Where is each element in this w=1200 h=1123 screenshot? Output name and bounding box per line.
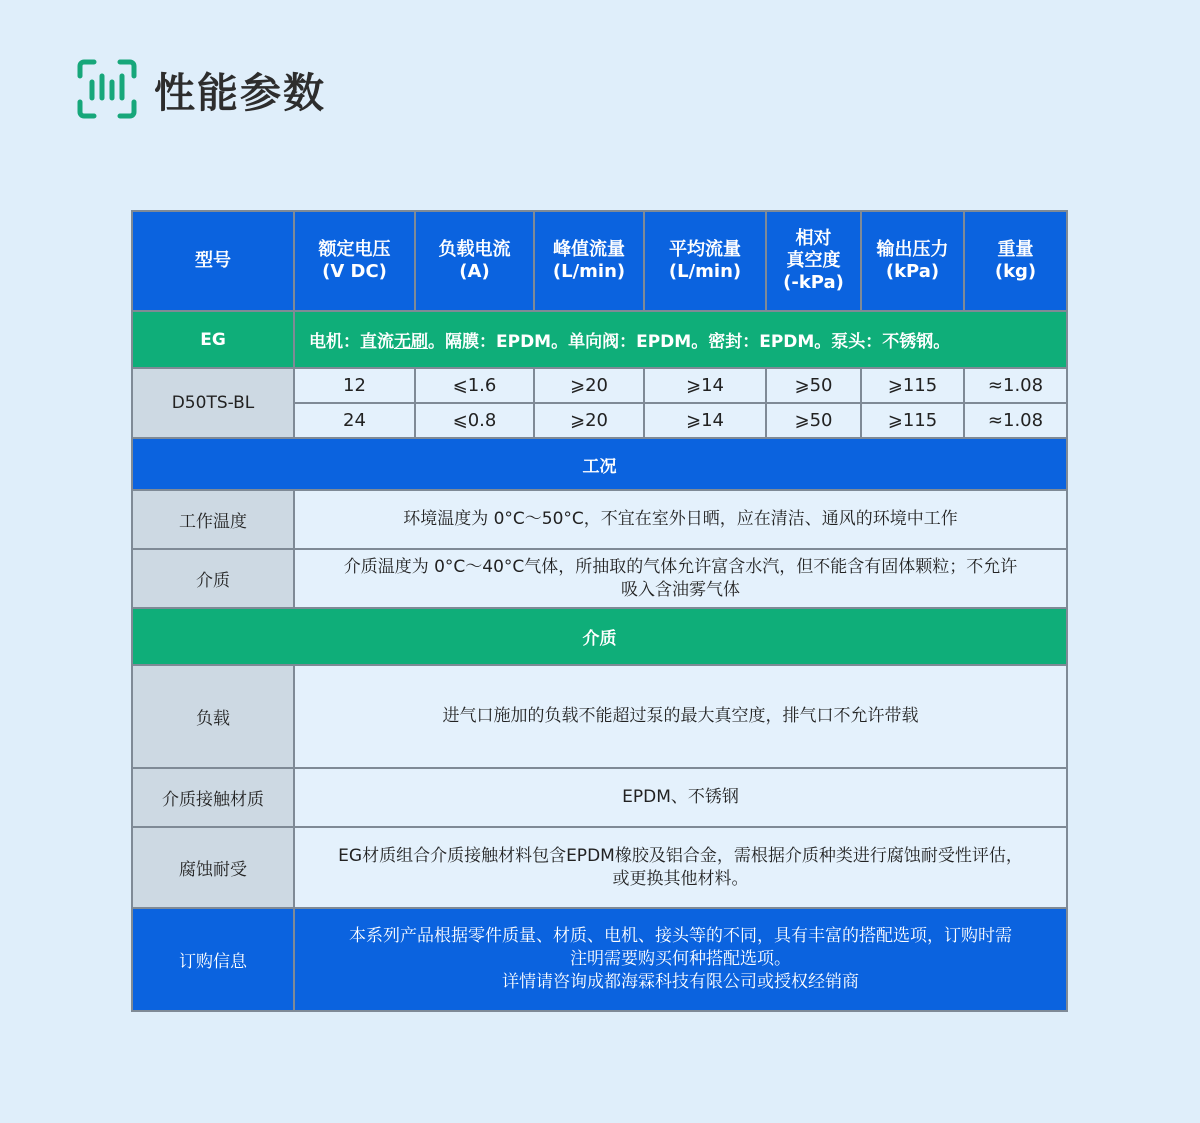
cell-average-flow: ⩾14 bbox=[644, 403, 766, 438]
condition-row bbox=[132, 549, 1067, 608]
row-label: 介质接触材质 bbox=[132, 768, 294, 827]
header-load-current: 负载电流 (A) bbox=[415, 211, 534, 311]
header-average-flow: 平均流量 (L/min) bbox=[644, 211, 766, 311]
conditions-heading-row bbox=[132, 438, 1067, 490]
series-label: EG bbox=[132, 311, 294, 368]
cell-peak-flow: ⩾20 bbox=[534, 403, 644, 438]
cell-pressure: ⩾115 bbox=[861, 368, 964, 403]
header-row bbox=[132, 211, 1067, 311]
cell-pressure: ⩾115 bbox=[861, 403, 964, 438]
table-row bbox=[132, 368, 1067, 403]
model-cell: D50TS-BL bbox=[132, 368, 294, 438]
condition-row bbox=[132, 490, 1067, 549]
barcode-scan-icon bbox=[76, 58, 138, 120]
row-text: 环境温度为 0°C～50°C，不宜在室外日晒，应在清洁、通风的环境中工作 bbox=[294, 490, 1067, 549]
cell-peak-flow: ⩾20 bbox=[534, 368, 644, 403]
page-title: 性能参数 bbox=[154, 68, 326, 117]
cell-average-flow: ⩾14 bbox=[644, 368, 766, 403]
header-rated-voltage: 额定电压 (V DC) bbox=[294, 211, 415, 311]
order-label: 订购信息 bbox=[132, 908, 294, 1011]
cell-weight: ≈1.08 bbox=[964, 403, 1067, 438]
spec-table bbox=[131, 210, 1068, 1012]
series-description: 电机：直流无刷。隔膜：EPDM。单向阀：EPDM。密封：EPDM。泵头：不锈钢。 bbox=[294, 311, 1067, 368]
header-weight: 重量 (kg) bbox=[964, 211, 1067, 311]
row-label: 工作温度 bbox=[132, 490, 294, 549]
medium-row bbox=[132, 768, 1067, 827]
medium-row bbox=[132, 827, 1067, 908]
medium-heading-row bbox=[132, 608, 1067, 665]
cell-current: ⩽1.6 bbox=[415, 368, 534, 403]
order-text: 本系列产品根据零件质量、材质、电机、接头等的不同，具有丰富的搭配选项，订购时需 注明需要购买何种搭配选项。 详情请咨询成都海霖科技有限公司或授权经销商 bbox=[294, 908, 1067, 1011]
row-label: 负载 bbox=[132, 665, 294, 768]
conditions-heading: 工况 bbox=[132, 438, 1067, 490]
order-row bbox=[132, 908, 1067, 1011]
header-peak-flow: 峰值流量 (L/min) bbox=[534, 211, 644, 311]
cell-vacuum: ⩾50 bbox=[766, 403, 861, 438]
row-text: 进气口施加的负载不能超过泵的最大真空度，排气口不允许带载 bbox=[294, 665, 1067, 768]
header-relative-vacuum: 相对 真空度 (-kPa) bbox=[766, 211, 861, 311]
cell-current: ⩽0.8 bbox=[415, 403, 534, 438]
row-text: 介质温度为 0°C～40°C气体，所抽取的气体允许富含水汽，但不能含有固体颗粒；不允许 吸入含油雾气体 bbox=[294, 549, 1067, 608]
row-text: EPDM、不锈钢 bbox=[294, 768, 1067, 827]
page-header bbox=[76, 58, 326, 120]
series-row bbox=[132, 311, 1067, 368]
medium-heading: 介质 bbox=[132, 608, 1067, 665]
medium-row bbox=[132, 665, 1067, 768]
cell-voltage: 12 bbox=[294, 368, 415, 403]
cell-voltage: 24 bbox=[294, 403, 415, 438]
row-label: 介质 bbox=[132, 549, 294, 608]
cell-vacuum: ⩾50 bbox=[766, 368, 861, 403]
cell-weight: ≈1.08 bbox=[964, 368, 1067, 403]
row-text: EG材质组合介质接触材料包含EPDM橡胶及铝合金，需根据介质种类进行腐蚀耐受性评估， 或更换其他材料。 bbox=[294, 827, 1067, 908]
row-label: 腐蚀耐受 bbox=[132, 827, 294, 908]
header-output-pressure: 输出压力 (kPa) bbox=[861, 211, 964, 311]
header-model: 型号 bbox=[132, 211, 294, 311]
